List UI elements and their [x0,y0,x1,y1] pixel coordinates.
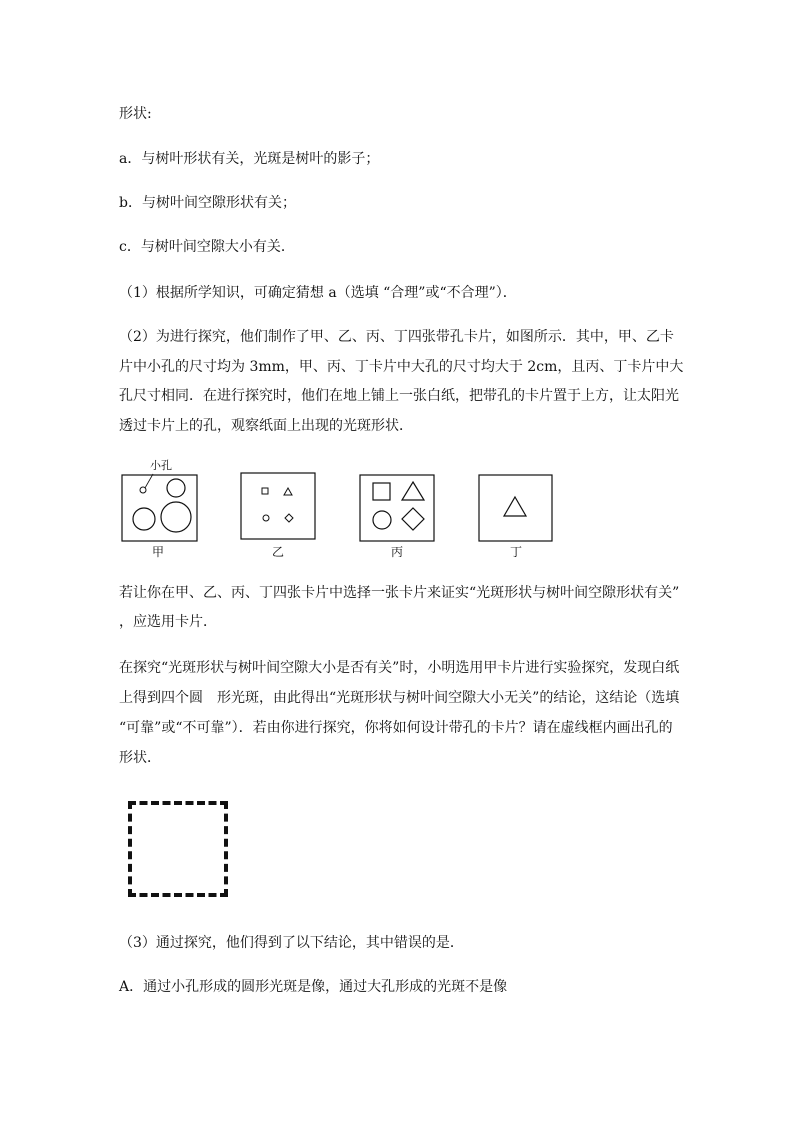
hole-label: 小孔 [150,459,172,472]
card-bing [360,475,434,559]
text-line: “可靠”或“不可靠”）．若由你进行探究，你将如何设计带孔的卡片？请在虚线框内画出孔的 [119,720,673,736]
text-line: 若让你在甲、乙、丙、丁四张卡片中选择一张卡片来证实“光斑形状与树叶间空隙形状有关” [119,585,680,601]
text-line: b．与树叶间空隙形状有关； [119,195,296,211]
card-label: 丁 [509,545,523,559]
text-line: 形状: [119,106,152,122]
hole-cards-figure [112,455,572,560]
card-label: 甲 [151,545,165,559]
dashed-drawing-box [128,801,228,897]
text-line: c．与树叶间空隙大小有关． [119,239,295,255]
text-line: 孔尺寸相同．在进行探究时，他们在地上铺上一张白纸，把带孔的卡片置于上方，让太阳光 [119,388,679,404]
card-label: 丙 [390,545,404,559]
text-line: ，应选用卡片． [119,614,217,630]
card-jia [122,458,197,559]
text-line: 上得到四个圆 形光斑，由此得出“光斑形状与树叶间空隙大小无关”的结论，这结论（选填 [119,690,680,706]
text-line: 形状． [119,750,161,766]
text-line: 透过卡片上的孔，观察纸面上出现的光斑形状． [119,418,413,434]
card-yi [241,473,315,559]
question-2: （2）为进行探究，他们制作了甲、乙、丙、丁四张带孔卡片，如图所示．其中，甲、乙卡 [119,329,674,345]
text-line: 片中小孔的尺寸均为 3mm，甲、丙、丁卡片中大孔的尺寸均大于 2cm，且丙、丁卡片中大 [119,359,684,375]
question-3: （3）通过探究，他们得到了以下结论，其中错误的是． [119,935,464,951]
question-1: （1）根据所学知识，可确定猜想 a（选填 “合理”或“不合理”）． [119,285,517,301]
text-line: a．与树叶形状有关，光斑是树叶的影子； [119,151,380,167]
card-label: 乙 [271,545,285,559]
option-a: A．通过小孔形成的圆形光斑是像，通过大孔形成的光斑不是像 [119,979,508,995]
card-ding [479,475,552,559]
text-line: 在探究“光斑形状与树叶间空隙大小是否有关”时，小明选用甲卡片进行实验探究，发现白纸 [119,660,680,676]
